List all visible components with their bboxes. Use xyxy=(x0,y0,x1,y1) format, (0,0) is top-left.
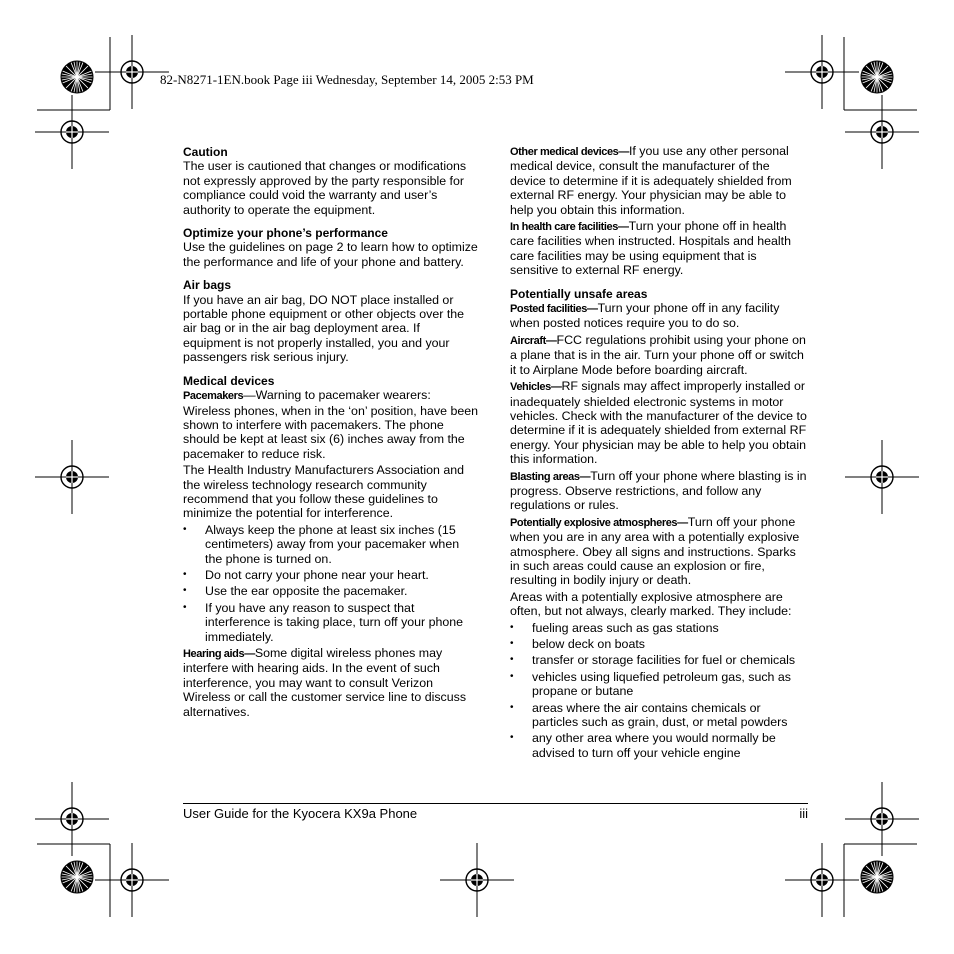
areas-text: Areas with a potentially explosive atmosphere are often, but not always, clearly marked. They include: xyxy=(510,589,792,619)
hearing-paragraph xyxy=(183,646,479,719)
blasting-text: Turn off your phone where blasting is in progress. Observe restrictions, and follow any regulations or rules. xyxy=(510,468,807,513)
aircraft-paragraph xyxy=(510,333,808,377)
other-medical-lead: Other medical devices— xyxy=(510,146,629,158)
left-column xyxy=(183,145,479,719)
vehicles-paragraph xyxy=(510,379,808,466)
list-item: • Use the ear opposite the pacemaker. xyxy=(183,584,479,598)
hearing-text: Some digital wireless phones may interfere with hearing aids. In the event of such interference, you may want to consult Verizon Wireless or call the customer service line to discuss alternatives. xyxy=(183,646,467,719)
caution-heading: Caution xyxy=(183,145,228,159)
health-care-paragraph xyxy=(510,219,808,278)
pacemakers-lead: Pacemakers xyxy=(183,390,244,403)
blasting-paragraph xyxy=(510,469,808,513)
aircraft-lead: Aircraft— xyxy=(510,334,557,347)
airbags-text: If you have an air bag, DO NOT place installed or portable phone equipment or other objects over the air bag or in the air bag deployment area. If equipment is not properly installed, you and your passengers risk serious injury. xyxy=(183,292,465,365)
list-item: • Do not carry your phone near your heart. xyxy=(183,568,479,582)
footer-rule xyxy=(183,803,808,804)
medical-heading: Medical devices xyxy=(183,373,275,388)
hima-text: The Health Industry Manufacturers Association and the wireless technology research community recommend that you follow these guidelines to minimize the potential for interference. xyxy=(183,463,465,521)
page-number: iii xyxy=(799,806,808,821)
blasting-lead: Blasting areas— xyxy=(510,470,591,483)
list-item: • any other area where you would normally be advised to turn off your vehicle engine xyxy=(510,731,808,760)
aircraft-text: FCC regulations prohibit using your phone on a plane that is in the air. Turn your phone off or switch it to Airplane Mode before boarding aircraft. xyxy=(510,332,806,377)
vehicles-lead: Vehicles— xyxy=(510,381,562,394)
posted-text: Turn your phone off in any facility when posted notices require you to do so. xyxy=(510,301,780,331)
posted-lead: Posted facilities— xyxy=(510,303,598,316)
other-medical-text: If you use any other personal medical device, consult the manufacturer of the device to determine if it is adequately shielded from external RF energy. Your physician may be able to help you obtain this information. xyxy=(510,144,792,217)
health-care-lead: In health care facilities— xyxy=(510,221,629,234)
explosive-lead: Potentially explosive atmospheres— xyxy=(510,516,688,529)
footer-title: User Guide for the Kyocera KX9a Phone xyxy=(183,806,418,821)
page-slug: 82-N8271-1EN.book Page iii Wednesday, September 14, 2005 2:53 PM xyxy=(160,72,534,87)
list-item: • Always keep the phone at least six inches (15 centimeters) away from your pacemaker when the phone is turned on. xyxy=(183,523,479,566)
vehicles-text: RF signals may affect improperly installed or inadequately shielded electronic systems in motor vehicles. Check with the manufacturer of the device to determine if it is adequately shielded from external RF energy. Your physician may be able to help you obtain this information. xyxy=(510,379,807,467)
caution-text: The user is cautioned that changes or modifications not expressly approved by the party responsible for compliance could void the warranty and user’s authority to operate the equipment. xyxy=(183,159,467,217)
list-item: • If you have any reason to suspect that interference is taking place, turn off your phone immediately. xyxy=(183,601,479,644)
list-item: • areas where the air contains chemicals or particles such as grain, dust, or metal powders xyxy=(510,701,808,730)
unsafe-heading: Potentially unsafe areas xyxy=(510,286,648,301)
right-column xyxy=(510,144,808,762)
airbags-heading: Air bags xyxy=(183,278,232,293)
posted-paragraph xyxy=(510,301,808,331)
explosive-text: Turn off your phone when you are in any area with a potentially explosive atmosphere. Obey all signs and instructions. Sparks in such areas could cause an explosion or fire, resulting in bodily injury or death. xyxy=(510,514,800,588)
optimize-text: Use the guidelines on page 2 to learn how to optimize the performance and life of your phone and battery. xyxy=(183,240,478,269)
pacemaker-bullet-list xyxy=(183,523,479,644)
pacemakers-paragraph xyxy=(183,388,479,461)
list-item: • below deck on boats xyxy=(510,637,808,651)
explosive-paragraph xyxy=(510,515,808,588)
areas-bullet-list xyxy=(510,621,808,761)
hearing-lead: Hearing aids— xyxy=(183,648,255,660)
pacemakers-text: —Warning to pacemaker wearers: Wireless phones, when in the ‘on’ position, have been shown to interfere with pacemakers. The phone should be kept at least six (6) inches away from the pacemaker to reduce risk. xyxy=(183,388,479,461)
other-medical-paragraph xyxy=(510,144,808,217)
health-care-text: Turn your phone off in health care facilities when instructed. Hospitals and health care facilities may be using equipment that is sensitive to external RF energy. xyxy=(510,219,792,278)
optimize-heading: Optimize your phone’s performance xyxy=(183,226,388,241)
list-item: • vehicles using liquefied petroleum gas, such as propane or butane xyxy=(510,670,808,699)
list-item: • transfer or storage facilities for fuel or chemicals xyxy=(510,653,808,667)
list-item: • fueling areas such as gas stations xyxy=(510,621,808,635)
